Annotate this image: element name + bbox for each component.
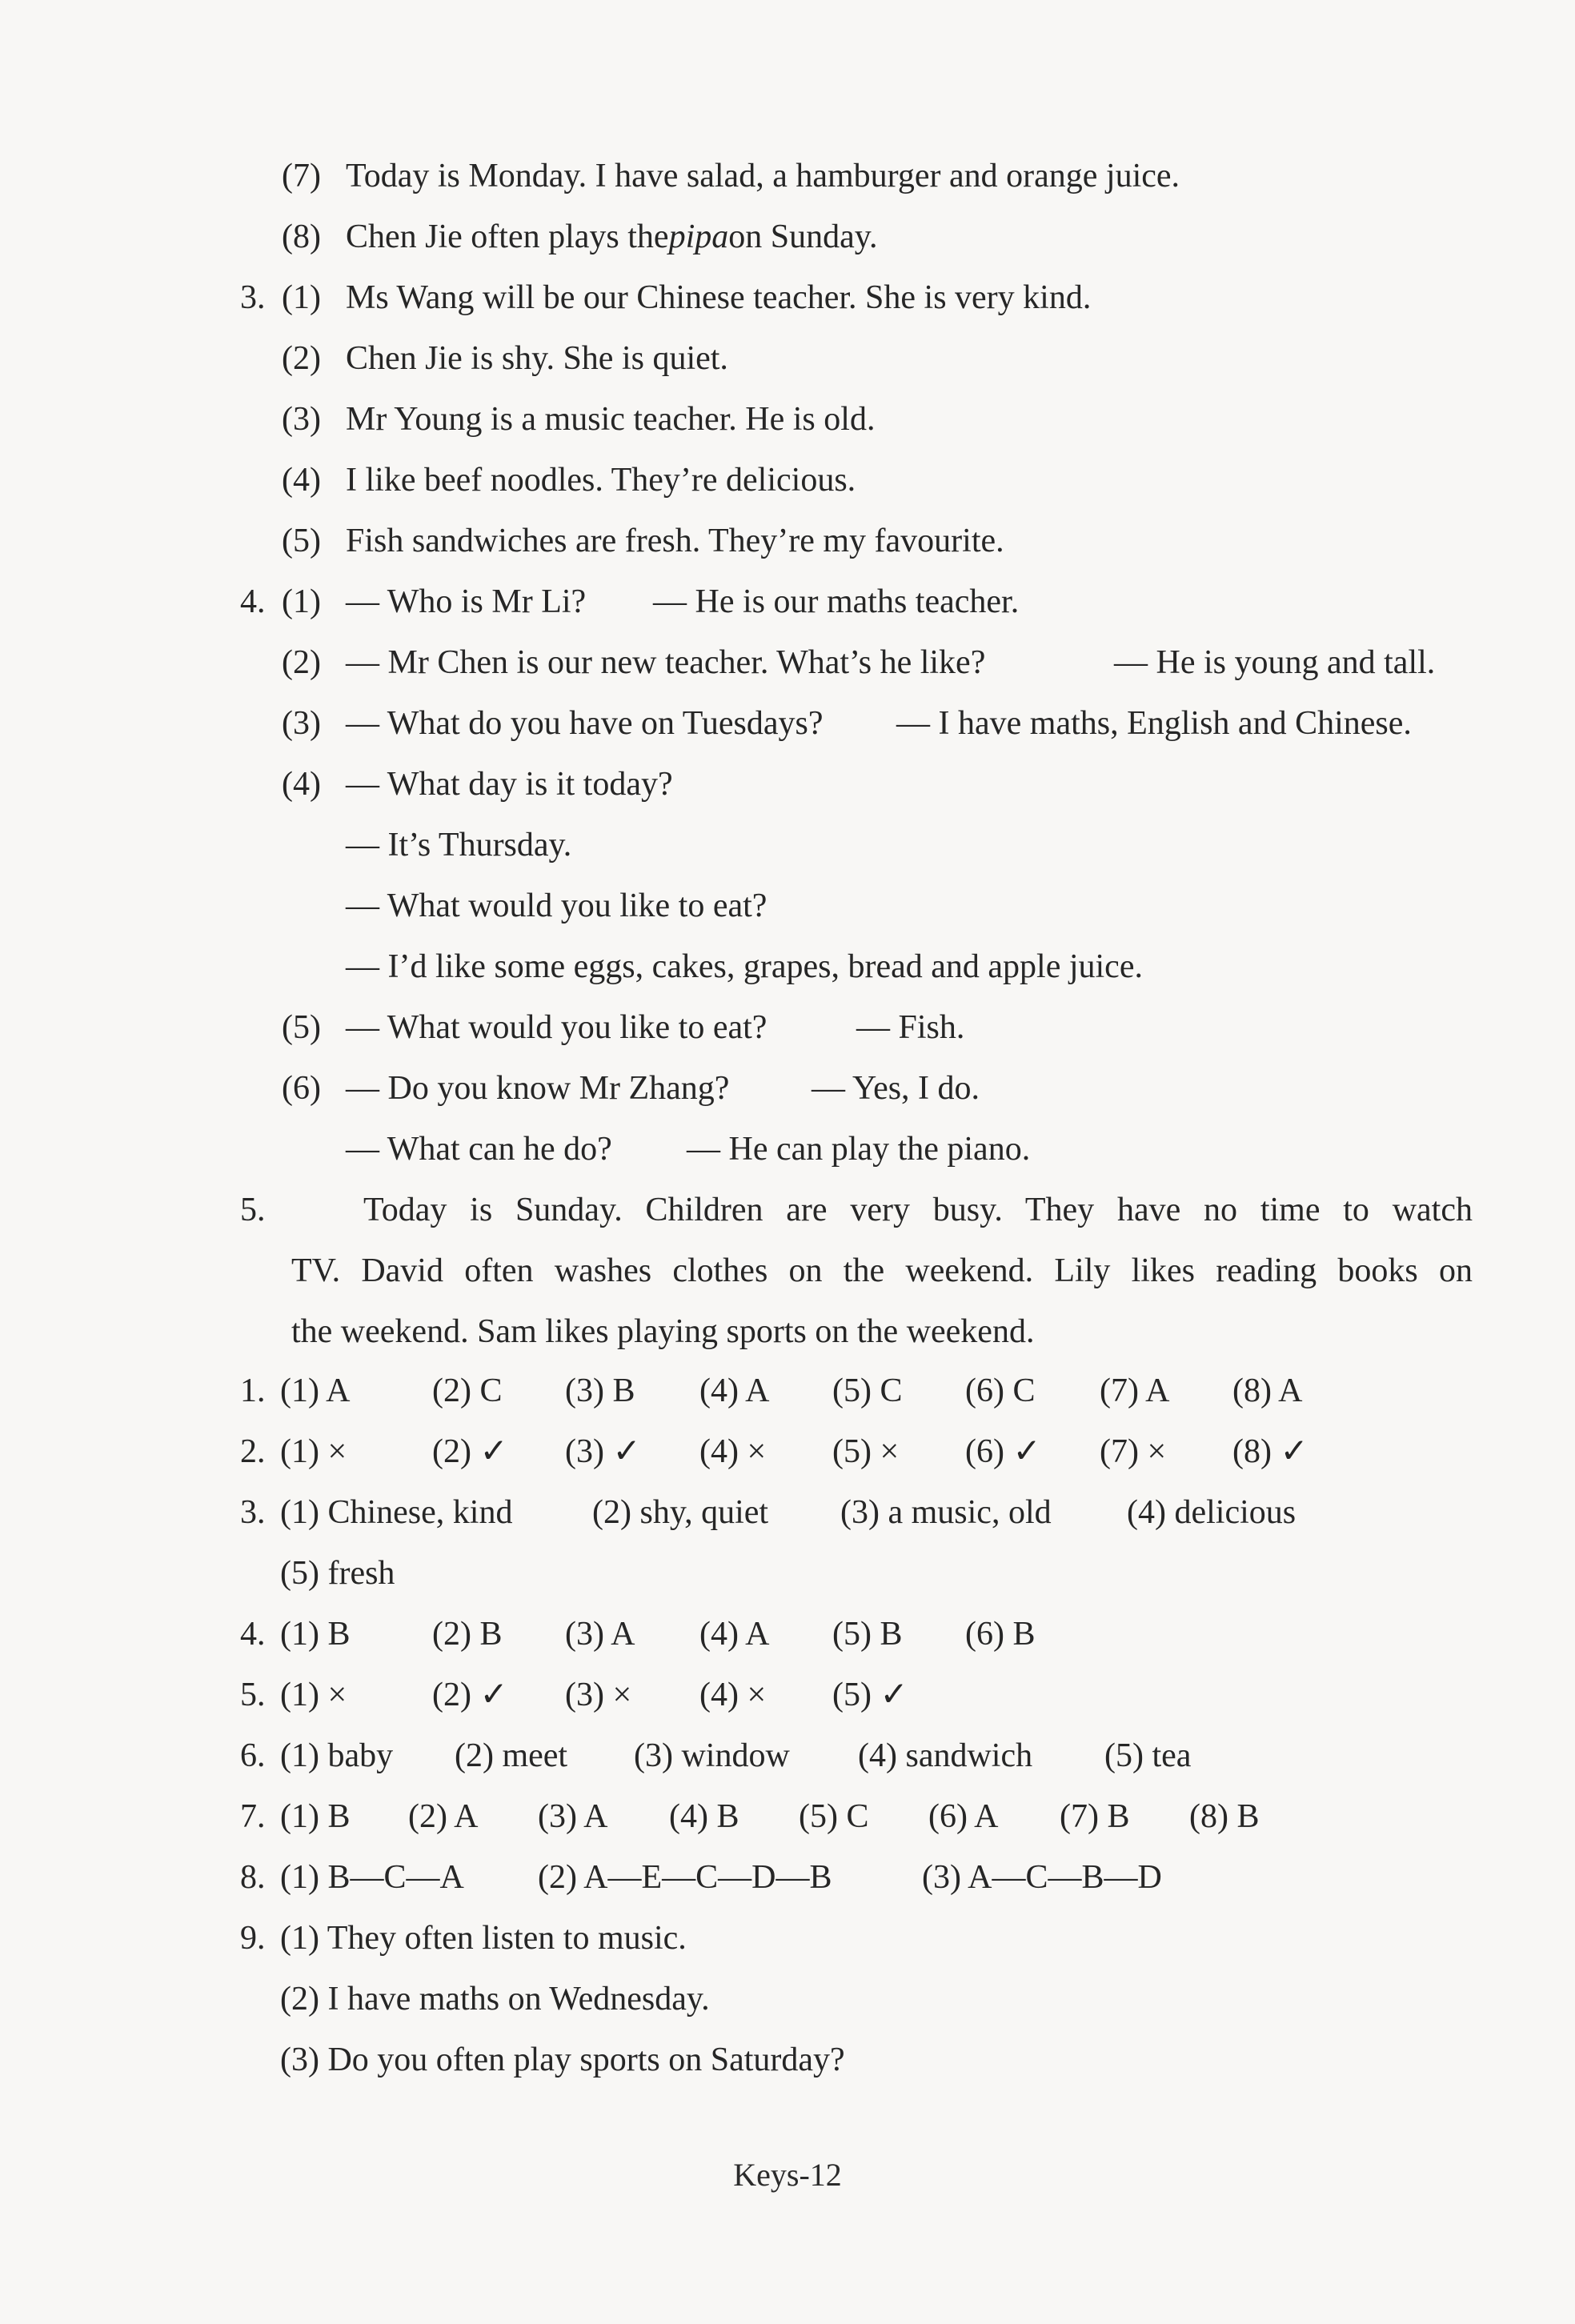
answer-choice: (8) A [1232, 1372, 1303, 1409]
answer-mark: (7) × [1100, 1433, 1167, 1470]
answer-sentence: (1) They often listen to music. [280, 1920, 687, 1957]
paragraph-line: the weekend. Sam likes playing sports on the weekend. [291, 1313, 1035, 1350]
section-number: 4. [240, 1616, 266, 1653]
dialogue-line: — He is our maths teacher. [653, 583, 1020, 620]
paragraph-line: Today is Sunday. Children are very busy. They have no time to watch [363, 1192, 1473, 1228]
answer-choice: (1) A [280, 1372, 351, 1409]
section-number: 9. [240, 1920, 266, 1957]
answer-mark: (5) × [832, 1433, 900, 1470]
answer-choice: (7) B [1060, 1798, 1130, 1835]
answer-sequence: (3) A—C—B—D [922, 1859, 1162, 1896]
dialogue-line: — Mr Chen is our new teacher. What’s he like? [346, 644, 986, 681]
answer-choice: (1) B [280, 1798, 351, 1835]
answer-mark: (5) ✓ [832, 1677, 908, 1713]
answer-word: (4) sandwich [858, 1737, 1033, 1774]
answer-word: (2) meet [455, 1737, 568, 1774]
answer-sequence: (2) A—E—C—D—B [538, 1859, 832, 1896]
paragraph-line: TV. David often washes clothes on the weekend. Lily likes reading books on [291, 1252, 1473, 1289]
answer-choice: (4) A [699, 1616, 770, 1653]
dialogue-line: — What would you like to eat? [346, 888, 767, 924]
answer-mark: (6) ✓ [965, 1433, 1041, 1470]
section-number: 5. [240, 1192, 266, 1228]
item-number: (5) [282, 1009, 321, 1046]
item-number: (5) [282, 523, 321, 559]
answer-mark: (4) × [699, 1677, 767, 1713]
answer-mark: (3) ✓ [565, 1433, 641, 1470]
answer-mark: (3) × [565, 1677, 632, 1713]
answer-choice: (4) B [669, 1798, 739, 1835]
item-number: (8) [282, 218, 321, 255]
item-number: (3) [282, 705, 321, 742]
answer-word: (1) Chinese, kind [280, 1494, 513, 1531]
answer-choice: (6) B [965, 1616, 1036, 1653]
dialogue-line: — It’s Thursday. [346, 827, 572, 863]
section-number: 3. [240, 279, 266, 316]
page-number: Keys-12 [733, 2157, 842, 2193]
answer-choice: (1) B [280, 1616, 351, 1653]
item-number: (4) [282, 462, 321, 499]
answer-word: (2) shy, quiet [592, 1494, 769, 1531]
answer-word: (5) tea [1104, 1737, 1192, 1774]
answer-choice: (2) A [408, 1798, 479, 1835]
dialogue-line: — What would you like to eat? [346, 1009, 767, 1046]
section-number: 5. [240, 1677, 266, 1713]
dialogue-line: — What do you have on Tuesdays? [346, 705, 824, 742]
answer-text: Ms Wang will be our Chinese teacher. She is very kind. [346, 279, 1092, 316]
answer-choice: (6) C [965, 1372, 1036, 1409]
answer-choice: (8) B [1189, 1798, 1260, 1835]
item-number: (1) [282, 279, 321, 316]
answer-word: (4) delicious [1127, 1494, 1296, 1531]
answer-mark: (4) × [699, 1433, 767, 1470]
answer-choice: (3) B [565, 1372, 635, 1409]
answer-mark: (2) ✓ [432, 1433, 508, 1470]
dialogue-line: — Do you know Mr Zhang? [346, 1070, 730, 1107]
answer-word: (3) window [634, 1737, 790, 1774]
answer-text: Today is Monday. I have salad, a hamburger and orange juice. [346, 158, 1180, 194]
answer-mark: (1) × [280, 1433, 347, 1470]
section-number: 1. [240, 1372, 266, 1409]
answer-text: Chen Jie is shy. She is quiet. [346, 340, 728, 377]
answer-text: Chen Jie often plays thepipaon Sunday. [346, 218, 878, 255]
dialogue-line: — Who is Mr Li? [346, 583, 587, 620]
dialogue-line: — He can play the piano. [687, 1131, 1031, 1168]
answer-choice: (5) B [832, 1616, 903, 1653]
answer-text: Fish sandwiches are fresh. They’re my favourite. [346, 523, 1004, 559]
item-number: (2) [282, 340, 321, 377]
item-number: (1) [282, 583, 321, 620]
italic-word: pipa [668, 218, 729, 255]
answer-word: (3) a music, old [840, 1494, 1052, 1531]
answer-choice: (5) C [832, 1372, 903, 1409]
dialogue-line: — I have maths, English and Chinese. [896, 705, 1412, 742]
dialogue-line: — What day is it today? [346, 766, 673, 803]
answer-sentence: (2) I have maths on Wednesday. [280, 1981, 710, 2017]
answer-sentence: (3) Do you often play sports on Saturday? [280, 2042, 845, 2078]
section-number: 2. [240, 1433, 266, 1470]
answer-choice: (4) A [699, 1372, 770, 1409]
answer-choice: (2) C [432, 1372, 503, 1409]
dialogue-line: — What can he do? [346, 1131, 612, 1168]
item-number: (2) [282, 644, 321, 681]
dialogue-line: — I’d like some eggs, cakes, grapes, bread and apple juice. [346, 948, 1143, 985]
dialogue-line: — Fish. [856, 1009, 965, 1046]
section-number: 8. [240, 1859, 266, 1896]
answer-choice: (6) A [928, 1798, 999, 1835]
section-number: 7. [240, 1798, 266, 1835]
section-number: 6. [240, 1737, 266, 1774]
answer-choice: (5) C [799, 1798, 869, 1835]
item-number: (7) [282, 158, 321, 194]
section-number: 3. [240, 1494, 266, 1531]
item-number: (6) [282, 1070, 321, 1107]
writing-paragraph [291, 1180, 1473, 1362]
answer-choice: (3) A [565, 1616, 635, 1653]
section-number: 4. [240, 583, 266, 620]
dialogue-line: — Yes, I do. [812, 1070, 980, 1107]
item-number: (3) [282, 401, 321, 438]
answer-choice: (2) B [432, 1616, 503, 1653]
answer-mark: (2) ✓ [432, 1677, 508, 1713]
answer-choice: (7) A [1100, 1372, 1170, 1409]
answer-word: (5) fresh [280, 1555, 395, 1592]
answer-mark: (1) × [280, 1677, 347, 1713]
answer-sequence: (1) B—C—A [280, 1859, 464, 1896]
item-number: (4) [282, 766, 321, 803]
answer-text: I like beef noodles. They’re delicious. [346, 462, 856, 499]
answer-mark: (8) ✓ [1232, 1433, 1308, 1470]
answer-word: (1) baby [280, 1737, 394, 1774]
dialogue-line: — He is young and tall. [1114, 644, 1436, 681]
answer-choice: (3) A [538, 1798, 608, 1835]
answer-text: Mr Young is a music teacher. He is old. [346, 401, 876, 438]
